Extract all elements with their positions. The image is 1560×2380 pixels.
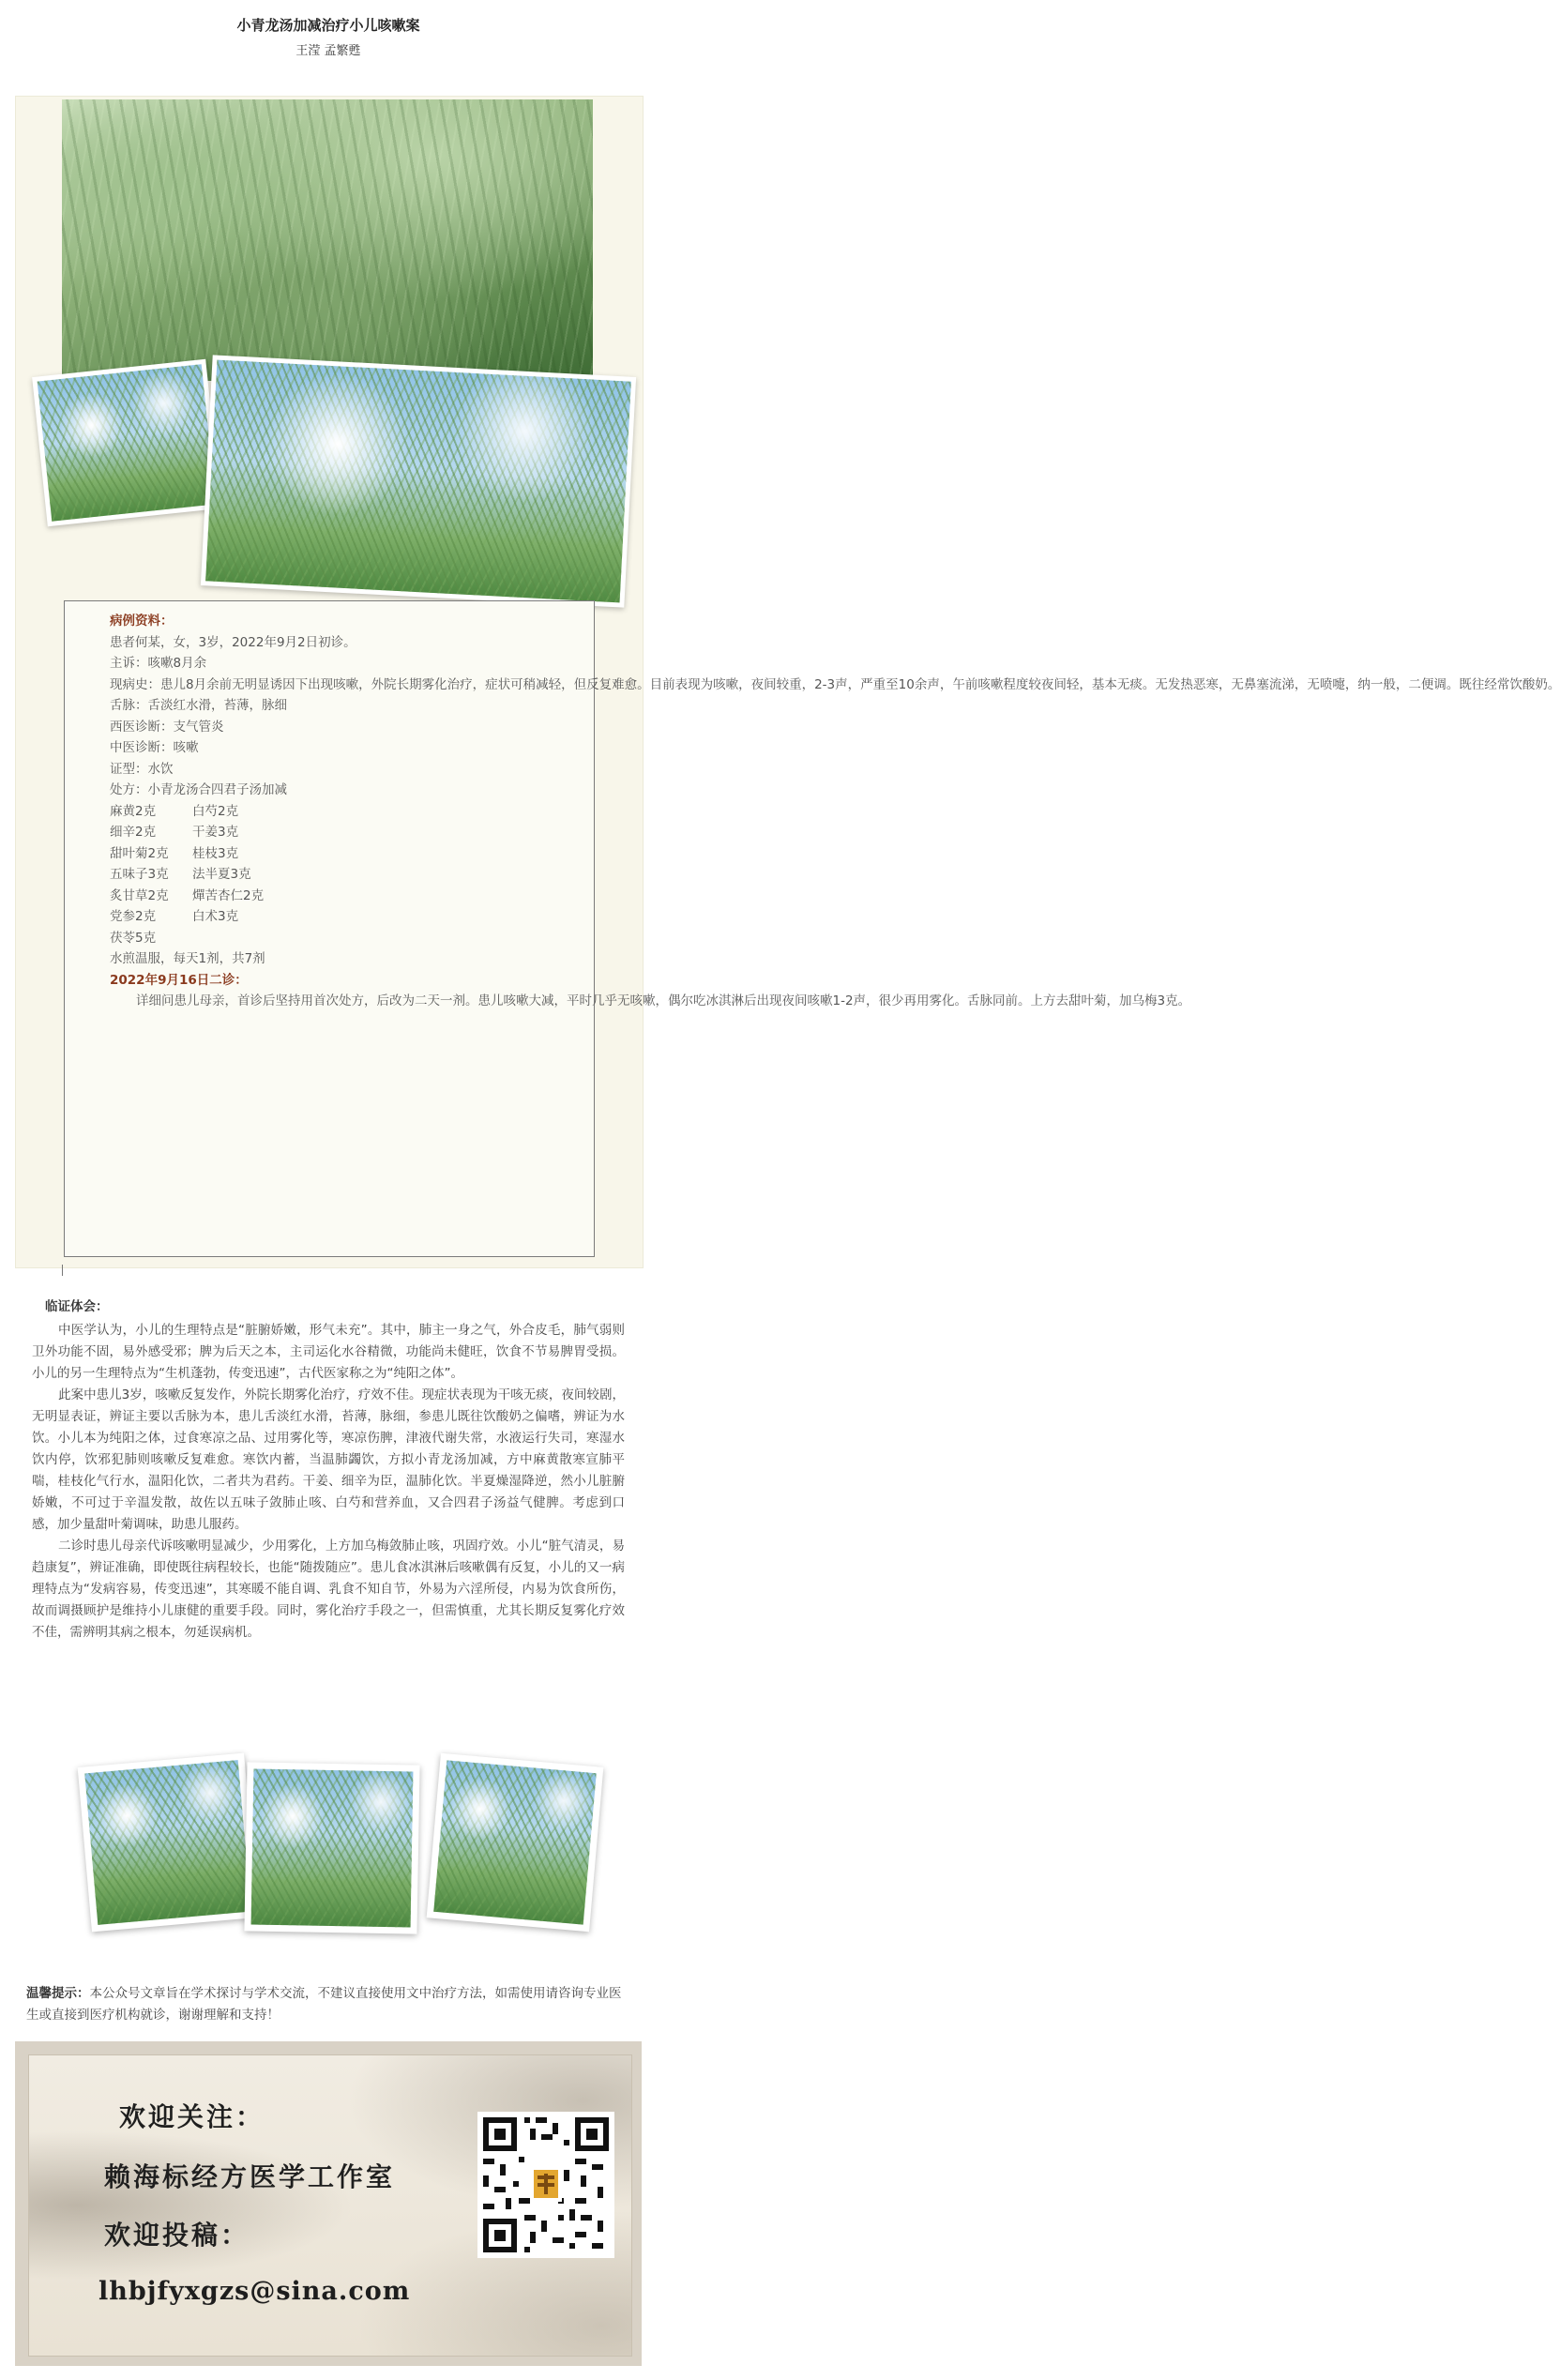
case-prescription: 处方：小青龙汤合四君子汤加减 xyxy=(110,782,287,797)
tree-sky-photo-small xyxy=(32,359,221,527)
discussion-paragraph: 二诊时患儿母亲代诉咳嗽明显减少，少用雾化，上方加乌梅敛肺止咳，巩固疗效。小儿“脏气清灵，易趋康复”，辨证准确，即使既往病程较长，也能“随拨随应”。患儿食冰淇淋后咳嗽偶有反复，小儿的又一病理特点为“发病容易，传变迅速”，其寒暖不能自调、乳食不知自节，外易为六淫所侵，内易为饮食所伤，故而调摄顾护是维持小儿康健的重要手段。同时，雾化治疗手段之一，但需慎重，尤其长期反复雾化疗效不佳，需辨明其病之根本，勿延误病机。 xyxy=(32,1539,625,1640)
case-dosage: 水煎温服，每天1剂，共7剂 xyxy=(110,951,265,966)
case-history: 现病史：患儿8月余前无明显诱因下出现咳嗽，外院长期雾化治疗，症状可稍减轻，但反复难愈。目前表现为咳嗽，夜间较重，2-3声，严重至10余声，午前咳嗽程度较夜间轻，基本无痰。无发热恶寒，无鼻塞流涕，无喷嚏，纳一般，二便调。既往经常饮酸奶。 xyxy=(110,676,1560,692)
article-title: 小青龙汤加减治疗小儿咳嗽案 xyxy=(236,17,420,34)
hero-plant-photo xyxy=(62,99,593,381)
followup-text: 详细问患儿母亲，首诊后坚持用首次处方，后改为二天一剂。患儿咳嗽大减，平时几乎无咳嗽，偶尔吃冰淇淋后出现夜间咳嗽1-2声，很少再用雾化。舌脉同前。上方去甜叶菊，加乌梅3克。 xyxy=(136,993,1191,1008)
discussion-paragraph: 此案中患儿3岁，咳嗽反复发作，外院长期雾化治疗，疗效不佳。现症状表现为干咳无痰，夜间较剧，无明显表证，辨证主要以舌脉为本，患儿舌淡红水滑，苔薄，脉细，参患儿既往饮酸奶之偏嗜，辨证为水饮。小儿本为纯阳之体，过食寒凉之品、过用雾化等，寒凉伤脾，津液代谢失常，水液运行失司，寒湿水饮内停，饮邪犯肺则咳嗽反复难愈。寒饮内蓄，当温肺蠲饮，方拟小青龙汤加减，方中麻黄散寒宣肺平喘，桂枝化气行水，温阳化饮，二者共为君药。干姜、细辛为臣，温肺化饮。半夏燥湿降逆，然小儿脏腑娇嫩，不可过于辛温发散，故佐以五味子敛肺止咳、白芍和营养血，又合四君子汤益气健脾。考虑到口感，加少量甜叶菊调味，助患儿服药。 xyxy=(32,1387,625,1532)
follow-banner xyxy=(15,2041,642,2366)
banner-submit-text: 欢迎投稿： xyxy=(104,2220,250,2251)
case-tcm-diagnosis: 中医诊断：咳嗽 xyxy=(110,740,199,755)
divider-tick xyxy=(62,1265,63,1276)
case-record-box xyxy=(64,600,1560,1257)
discussion-paragraph: 中医学认为，小儿的生理特点是“脏腑娇嫩，形气未充”。其中，肺主一身之气，外合皮毛，肺气弱则卫外功能不固，易外感受邪；脾为后天之本，主司运化水谷精微，功能尚未健旺，饮食不节易脾胃受损。小儿的另一生理特点为“生机蓬勃，传变迅速”，古代医家称之为“纯阳之体”。 xyxy=(32,1323,625,1381)
case-complaint: 主诉：咳嗽8月余 xyxy=(110,656,207,671)
framed-photo-center xyxy=(244,1762,419,1933)
banner-studio-name: 赖海标经方医学工作室 xyxy=(104,2161,396,2192)
case-syndrome: 证型：水饮 xyxy=(110,761,174,777)
reminder-notice xyxy=(26,1983,632,2026)
banner-follow-text: 欢迎关注： xyxy=(119,2101,265,2132)
qr-pattern xyxy=(477,2112,614,2258)
discussion-label: 临证体会： xyxy=(45,1299,109,1314)
case-tongue-pulse: 舌脉：舌淡红水滑，苔薄，脉细 xyxy=(110,698,287,713)
herb-row: 甜叶菊2克 桂枝3克 xyxy=(110,845,239,861)
reminder-label: 温馨提示： xyxy=(26,1986,90,2001)
article-header xyxy=(0,0,657,71)
herb-row: 麻黄2克 白芍2克 xyxy=(110,803,239,819)
qr-code-icon[interactable] xyxy=(477,2112,614,2258)
reminder-text: 本公众号文章旨在学术探讨与学术交流，不建议直接使用文中治疗方法，如需使用请咨询专业医生或直接到医疗机构就诊，谢谢理解和支持！ xyxy=(26,1986,622,2023)
banner-paper xyxy=(28,2054,632,2357)
discussion-section xyxy=(32,1296,625,1644)
case-western-diagnosis: 西医诊断：支气管炎 xyxy=(110,719,224,735)
herb-row: 党参2克 白术3克 xyxy=(110,909,239,924)
case-heading: 病例资料： xyxy=(110,614,174,629)
herb-row: 五味子3克 法半夏3克 xyxy=(110,867,251,882)
herb-row: 细辛2克 干姜3克 xyxy=(110,825,239,840)
banner-email[interactable]: lhbjfyxgzs@sina.com xyxy=(98,2277,411,2306)
followup-heading: 2022年9月16日二诊： xyxy=(110,972,248,988)
herb-row: 炙甘草2克 燀苦杏仁2克 xyxy=(110,887,265,903)
herb-list xyxy=(110,801,577,949)
herb-row: 茯苓5克 xyxy=(110,930,157,946)
tree-sky-photo-large xyxy=(201,355,636,607)
framed-photo-right xyxy=(427,1753,604,1932)
framed-photo-left xyxy=(78,1753,259,1933)
case-patient: 患者何某，女，3岁，2022年9月2日初诊。 xyxy=(110,634,356,650)
article-authors: 王滢 孟繁甦 xyxy=(295,44,361,58)
